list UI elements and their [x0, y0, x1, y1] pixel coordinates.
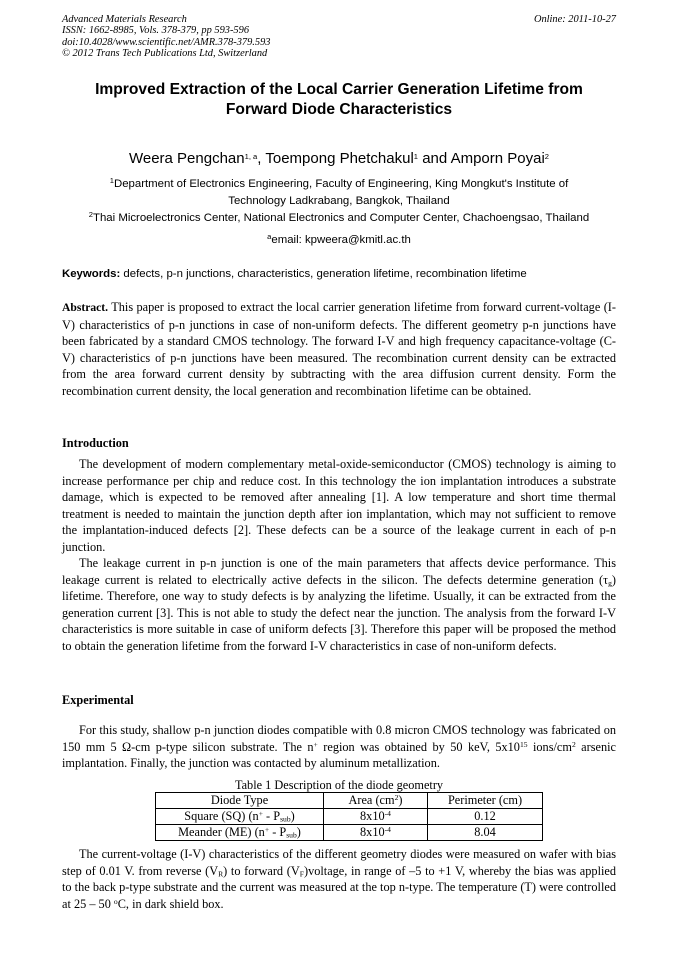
author-3: Amporn Poyai [450, 150, 545, 167]
doi-line[interactable]: doi:10.4028/www.scientific.net/AMR.378-379.593 [62, 36, 271, 48]
author-sep-1: , [257, 150, 266, 167]
exp-p2-sub-2: F [299, 869, 304, 879]
intro-p2-text-a: The leakage current in p-n junction is one of the main parameters that affects device performance. This leakage current is related to electrically active defects in the silicon. The defects determine generation ( [62, 556, 616, 587]
exp-p1-text-c: ions/cm [527, 739, 572, 754]
header-area-sup: 2 [394, 792, 399, 802]
exp-p2-text-a: The current-voltage (I-V) characteristics of the different geometry diodes were measured on wafer with bias step of 0.01 V. from reverse (V [62, 847, 616, 878]
cell-diode-type [156, 809, 324, 825]
cell-type-sup: + [264, 824, 270, 834]
exp-p2-sup: o [113, 896, 118, 906]
affiliation-2-marker: 2 [88, 209, 94, 219]
cell-area-sup: -4 [384, 808, 391, 818]
header-area [324, 793, 428, 809]
email-marker: a [267, 231, 272, 241]
author-2-affil: 1 [413, 151, 419, 161]
introduction-paragraph-1: The development of modern complementary metal-oxide-semiconductor (CMOS) technology is aiming to increase performance per chip and reduce cost. In this technology the ion implantation introduces a substrate damage, which is expected to be removed after annealing [1]. A low temperature and short time thermal treatment is needed to maintain the junction depth after ion implantation, which may not sufficient to remove the implantation-induced defects [2]. These defects can be a source of the leakage current in each of p-n junction. [62, 457, 616, 554]
abstract [62, 299, 616, 400]
abstract-text: This paper is proposed to extract the local carrier generation lifetime from forward current-voltage (I-V) characteristics of p-n junctions in case of non-uniform defects. The different geometry p-n junctions have been fabricated by a standard CMOS technology. The forward I-V and high frequency capacitance-voltage (C-V) characteristics of p-n junctions have been measured. The recombination current density can be extracted from the area forward current density by subtracting with the area diffusion current density. Form the recombination current density, the local generation and recombination lifetime can be obtained. [62, 300, 616, 398]
keywords-text: defects, p-n junctions, characteristics, generation lifetime, recombination lifetime [120, 268, 527, 280]
cell-type-text: Square (SQ) (n [184, 809, 259, 823]
author-3-affil: 2 [544, 151, 550, 161]
cell-perimeter: 8.04 [428, 825, 543, 841]
journal-name: Advanced Materials Research [62, 14, 187, 25]
exp-p1-text-b: region was obtained by 50 keV, 5x10 [317, 739, 520, 754]
title-line-2: Forward Diode Characteristics [225, 101, 453, 118]
issn-line: ISSN: 1662-8985, Vols. 378-379, pp 593-596 [62, 25, 250, 37]
exp-p1-text-d: arsenic implantation. Finally, the junction was contacted by aluminum metallization. [62, 739, 616, 771]
header-area-text: Area (cm [348, 793, 395, 807]
exp-p2-text-c: )voltage, in range of –5 to +1 V, whereby the bias was applied to the back p-type substrate and the current was measured at the top n-type. The temperature (T) were controlled at 25 – 50 [62, 863, 617, 911]
online-date: Online: 2011-10-27 [533, 14, 616, 25]
cell-type-mid: - P [262, 809, 281, 823]
exp-p2-text-d: C, in dark shield box. [117, 896, 224, 911]
cell-area [324, 809, 428, 825]
author-1-affil: 1, a [244, 151, 258, 161]
tau-subscript: g [608, 578, 612, 588]
table-row [156, 825, 543, 841]
cell-type-sub: sub [286, 830, 297, 840]
author-2: Toempong Phetchakul [265, 150, 414, 167]
journal-header [62, 14, 616, 60]
cell-type-text: Meander (ME) (n [178, 825, 265, 839]
email-text[interactable]: email: kpweera@kmitl.ac.th [271, 234, 411, 246]
exp-p1-sup-2: 15 [519, 739, 528, 749]
introduction-heading: Introduction [62, 436, 129, 450]
keywords [62, 266, 616, 283]
exp-p2-text-b: ) to forward (V [223, 863, 300, 878]
cell-type-close: ) [290, 809, 295, 823]
affiliation-1-line-1: Department of Electronics Engineering, Faculty of Engineering, King Mongkut's Institute of [113, 178, 569, 190]
cell-diode-type [156, 825, 324, 841]
title-line-1: Improved Extraction of the Local Carrier Generation Lifetime from [95, 81, 583, 98]
tau-symbol: τ [603, 572, 609, 587]
introduction-paragraph-2 [62, 555, 616, 655]
affiliation-1-line-2: Technology Ladkrabang, Bangkok, Thailand [228, 195, 450, 207]
experimental-heading: Experimental [62, 693, 134, 707]
exp-p1-text-a: For this study, shallow p-n junction diodes compatible with 0.8 micron CMOS technology was fabricated on 150 mm 5 Ω-cm p-type silicon substrate. The n [62, 723, 616, 754]
author-sep-2: and [418, 150, 451, 167]
diode-geometry-table [155, 792, 543, 841]
affiliation-1-marker: 1 [109, 175, 114, 185]
cell-type-sub: sub [280, 814, 291, 824]
affiliation-2 [62, 210, 616, 227]
cell-type-sup: + [258, 808, 263, 818]
header-diode-type: Diode Type [156, 793, 324, 809]
cell-area-text: 8x10 [360, 809, 385, 823]
header-area-close: ) [398, 793, 403, 807]
exp-p1-sup-1: + [313, 739, 318, 749]
cell-area-text: 8x10 [360, 825, 385, 839]
keywords-label: Keywords: [62, 268, 121, 280]
contact-email [62, 232, 616, 249]
cell-type-close: ) [296, 825, 301, 839]
table-1-caption: Table 1 Description of the diode geometry [234, 778, 444, 792]
header-perimeter: Perimeter (cm) [428, 793, 543, 809]
cell-perimeter: 0.12 [428, 809, 543, 825]
intro-p2-text-b: ) lifetime. Therefore, one way to study defects is by analyzing the lifetime. Usually, it can be extracted from the generation current [3]. This is not able to study the defect near the junction. The analysis from the forward I-V characteristics is more suitable in case of uniform defects [3]. Therefore this paper will be proposed the method to obtain the generation lifetime from the forward I-V characteristics in case of non-uniform defects. [62, 572, 616, 653]
cell-type-mid: - P [269, 825, 287, 839]
table-header-row [156, 793, 543, 809]
paper-title [62, 80, 616, 120]
experimental-paragraph-2 [62, 846, 616, 912]
cell-area-sup: -4 [384, 824, 391, 834]
exp-p2-sub-1: R [218, 869, 224, 879]
abstract-label: Abstract. [62, 301, 109, 314]
author-1: Weera Pengchan [128, 150, 245, 167]
experimental-paragraph-1 [62, 722, 616, 772]
author-list [62, 149, 616, 169]
cell-area [324, 825, 428, 841]
table-row [156, 809, 543, 825]
copyright-line: © 2012 Trans Tech Publications Ltd, Switzerland [62, 48, 268, 60]
affiliation-1 [62, 176, 616, 210]
affiliation-2-text: Thai Microelectronics Center, National Electronics and Computer Center, Chachoengsao, Thailand [93, 212, 590, 224]
exp-p1-sup-3: 2 [571, 739, 576, 749]
